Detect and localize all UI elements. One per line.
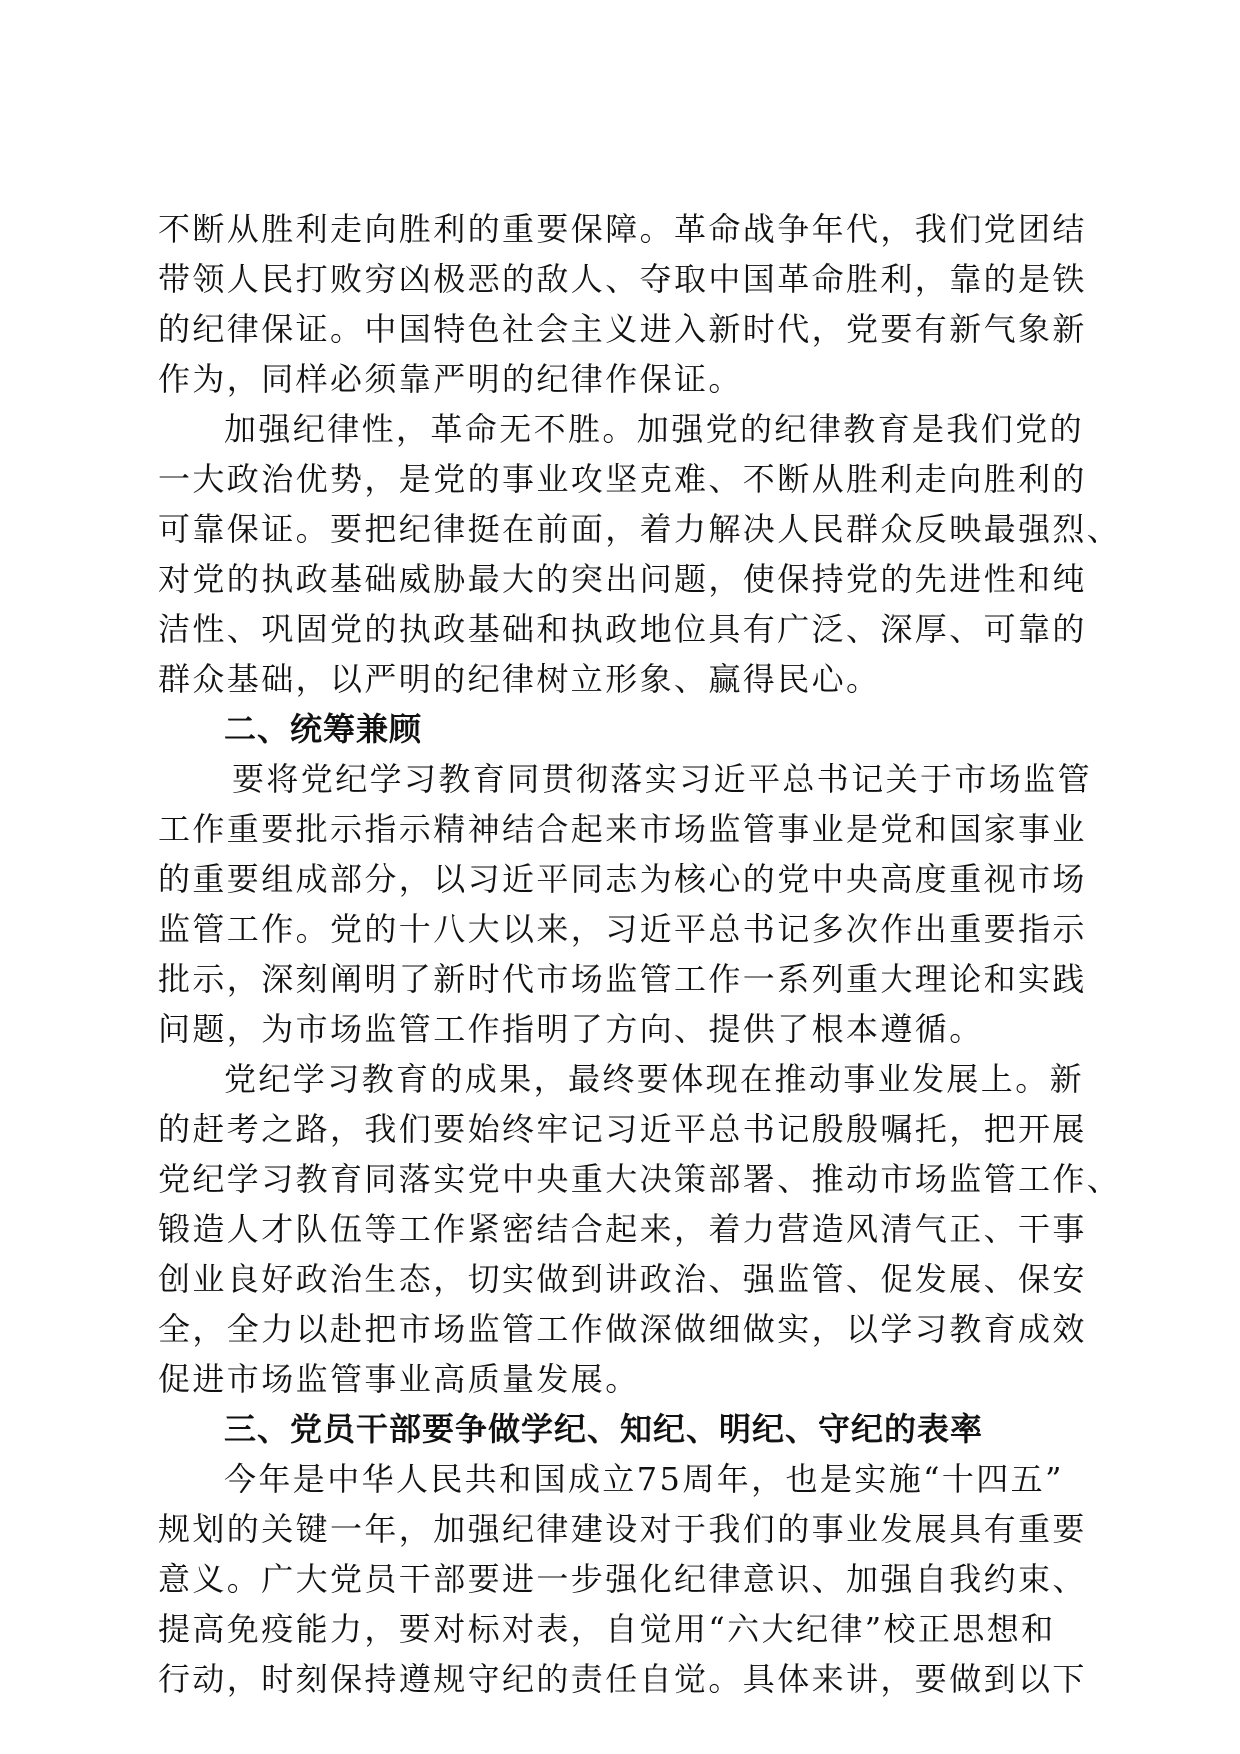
text-line: 规划的关键一年，加强纪律建设对于我们的事业发展具有重要	[158, 1510, 1087, 1548]
text-line: 带领人民打败穷凶极恶的敌人、夺取中国革命胜利，靠的是铁	[158, 260, 1087, 298]
text-line: 工作重要批示指示精神结合起来市场监管事业是党和国家事业	[158, 810, 1087, 848]
text-line: 的纪律保证。中国特色社会主义进入新时代，党要有新气象新	[158, 310, 1087, 348]
text-line: 的重要组成部分，以习近平同志为核心的党中央高度重视市场	[158, 860, 1087, 898]
text-line: 洁性、巩固党的执政基础和执政地位具有广泛、深厚、可靠的	[158, 610, 1087, 648]
document-body	[158, 204, 1122, 1704]
text-line: 群众基础，以严明的纪律树立形象、赢得民心。	[158, 660, 881, 698]
text-line: 提高免疫能力，要对标对表，自觉用“六大纪律”校正思想和	[158, 1610, 1056, 1648]
text-line: 监管工作。党的十八大以来，习近平总书记多次作出重要指示	[158, 910, 1087, 948]
text-line: 可靠保证。要把纪律挺在前面，着力解决人民群众反映最强烈、	[158, 510, 1122, 548]
text-line: 批示，深刻阐明了新时代市场监管工作一系列重大理论和实践	[158, 960, 1087, 998]
text-line: 行动，时刻保持遵规守纪的责任自觉。具体来讲，要做到以下	[158, 1660, 1087, 1698]
text-line: 对党的执政基础威胁最大的突出问题，使保持党的先进性和纯	[158, 560, 1087, 598]
paragraph-start-line: 党纪学习教育的成果，最终要体现在推动事业发展上。新	[224, 1060, 1085, 1098]
section-heading-3: 三、党员干部要争做学纪、知纪、明纪、守纪的表率	[224, 1410, 984, 1448]
text-line: 不断从胜利走向胜利的重要保障。革命战争年代，我们党团结	[158, 210, 1087, 248]
paragraph-start-line: 加强纪律性，革命无不胜。加强党的纪律教育是我们党的	[224, 410, 1085, 448]
text-line: 全，全力以赴把市场监管工作做深做细做实，以学习教育成效	[158, 1310, 1087, 1348]
text-line: 创业良好政治生态，切实做到讲政治、强监管、促发展、保安	[158, 1260, 1087, 1298]
text-line: 锻造人才队伍等工作紧密结合起来，着力营造风清气正、干事	[158, 1210, 1087, 1248]
paragraph-start-line: 今年是中华人民共和国成立75周年，也是实施“十四五”	[224, 1460, 1064, 1498]
text-line: 党纪学习教育同落实党中央重大决策部署、推动市场监管工作、	[158, 1160, 1122, 1198]
text-line: 的赶考之路，我们要始终牢记习近平总书记殷殷嘱托，把开展	[158, 1110, 1087, 1148]
section-heading-2: 二、统筹兼顾	[224, 710, 423, 748]
text-line: 问题，为市场监管工作指明了方向、提供了根本遵循。	[158, 1010, 984, 1048]
paragraph-start-line: 要将党纪学习教育同贯彻落实习近平总书记关于市场监管	[232, 760, 1093, 798]
text-line: 意义。广大党员干部要进一步强化纪律意识、加强自我约束、	[158, 1560, 1087, 1598]
text-line: 促进市场监管事业高质量发展。	[158, 1360, 640, 1398]
text-line: 一大政治优势，是党的事业攻坚克难、不断从胜利走向胜利的	[158, 460, 1087, 498]
text-line: 作为，同样必须靠严明的纪律作保证。	[158, 360, 743, 398]
